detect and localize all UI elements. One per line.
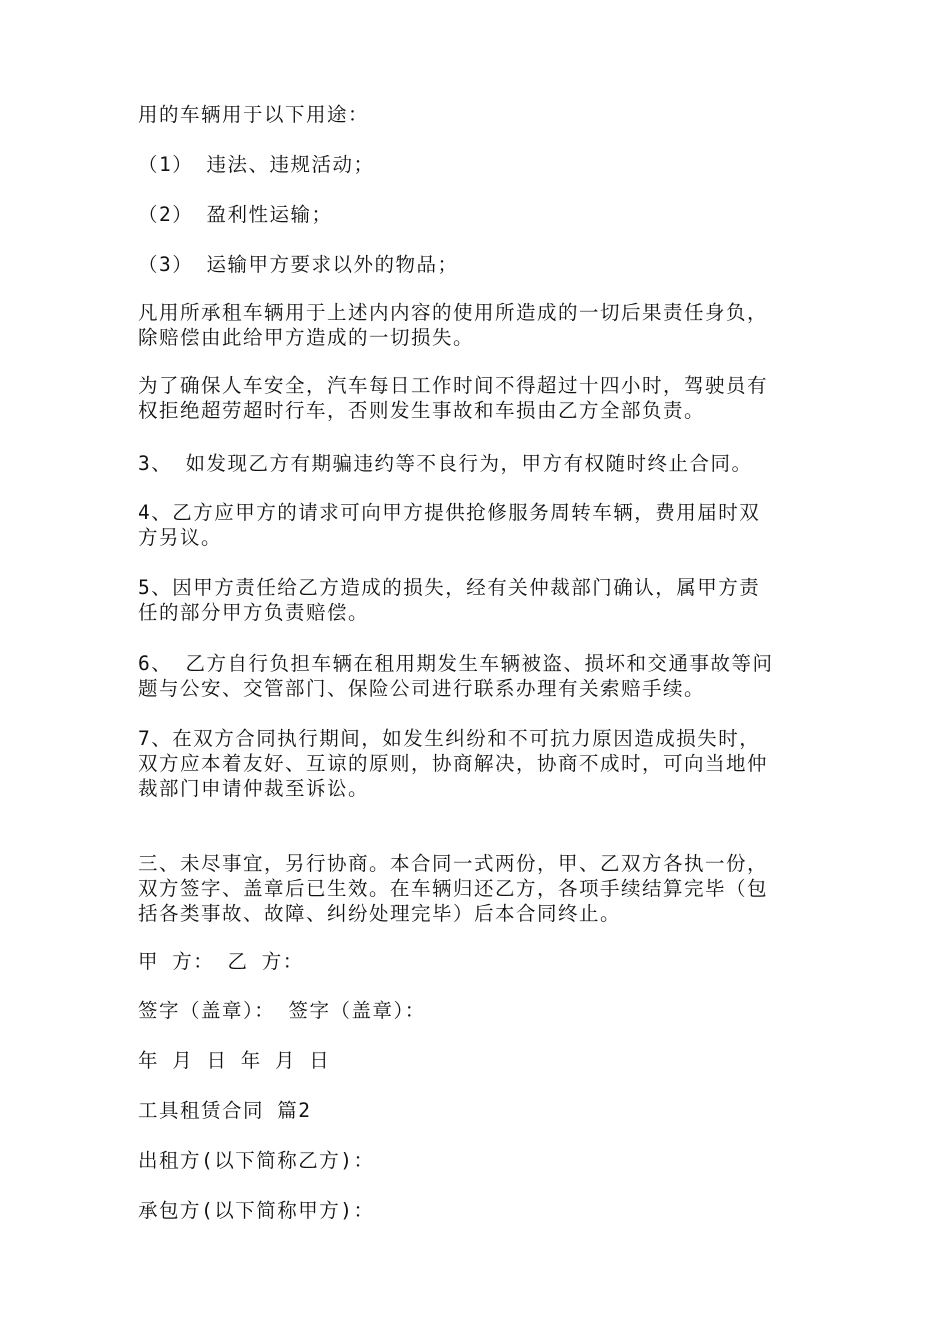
paragraph-item-3: （3） 运输甲方要求以外的物品； [138,253,459,276]
paragraph-item-2: （2） 盈利性运输； [138,203,333,226]
paragraph-usage-intro: 用的车辆用于以下用途： [138,103,370,126]
contract-title: 工具租赁合同 篇2 [138,1099,312,1122]
paragraph-clause-5: 5、因甲方责任给乙方造成的损失，经有关仲裁部门确认，属甲方责 任的部分甲方负责赔偿。 [138,576,761,624]
signature-parties: 甲 方： 乙 方： [138,950,304,973]
paragraph-clause-4: 4、乙方应甲方的请求可向甲方提供抢修服务周转车辆，费用届时双 方另议。 [138,501,761,549]
lessor-line: 出租方(以下简称乙方)： [138,1149,375,1172]
paragraph-safety: 为了确保人车安全，汽车每日工作时间不得超过十四小时，驾驶员有 权拒绝超劳超时行车，否则发生事故和车损由乙方全部负责。 [138,374,769,422]
signature-seal: 签字（盖章）： 签字（盖章）： [138,999,426,1022]
signature-date: 年 月 日 年 月 日 [138,1049,331,1072]
paragraph-liability: 凡用所承租车辆用于上述内内容的使用所造成的一切后果责任身负， 除赔偿由此给甲方造成的一切损失。 [138,301,769,349]
paragraph-item-1: （1） 违法、违规活动； [138,153,375,176]
paragraph-section-3: 三、未尽事宜，另行协商。本合同一式两份，甲、乙双方各执一份， 双方签字、盖章后已生效。在车辆归还乙方，各项手续结算完毕（包 括各类事故、故障、纠纷处理完毕）后本合同终止。 [138,852,769,925]
paragraph-clause-6: 6、 乙方自行负担车辆在租用期发生车辆被盗、损坏和交通事故等问 题与公安、交管部门、保险公司进行联系办理有关索赔手续。 [138,652,774,700]
paragraph-clause-7: 7、在双方合同执行期间，如发生纠纷和不可抗力原因造成损失时， 双方应本着友好、互谅的原则，协商解决，协商不成时，可向当地仲 裁部门申请仲裁至诉讼。 [138,727,769,800]
paragraph-clause-3: 3、 如发现乙方有期骗违约等不良行为，甲方有权随时终止合同。 [138,452,753,475]
lessee-line: 承包方(以下简称甲方)： [138,1199,375,1222]
